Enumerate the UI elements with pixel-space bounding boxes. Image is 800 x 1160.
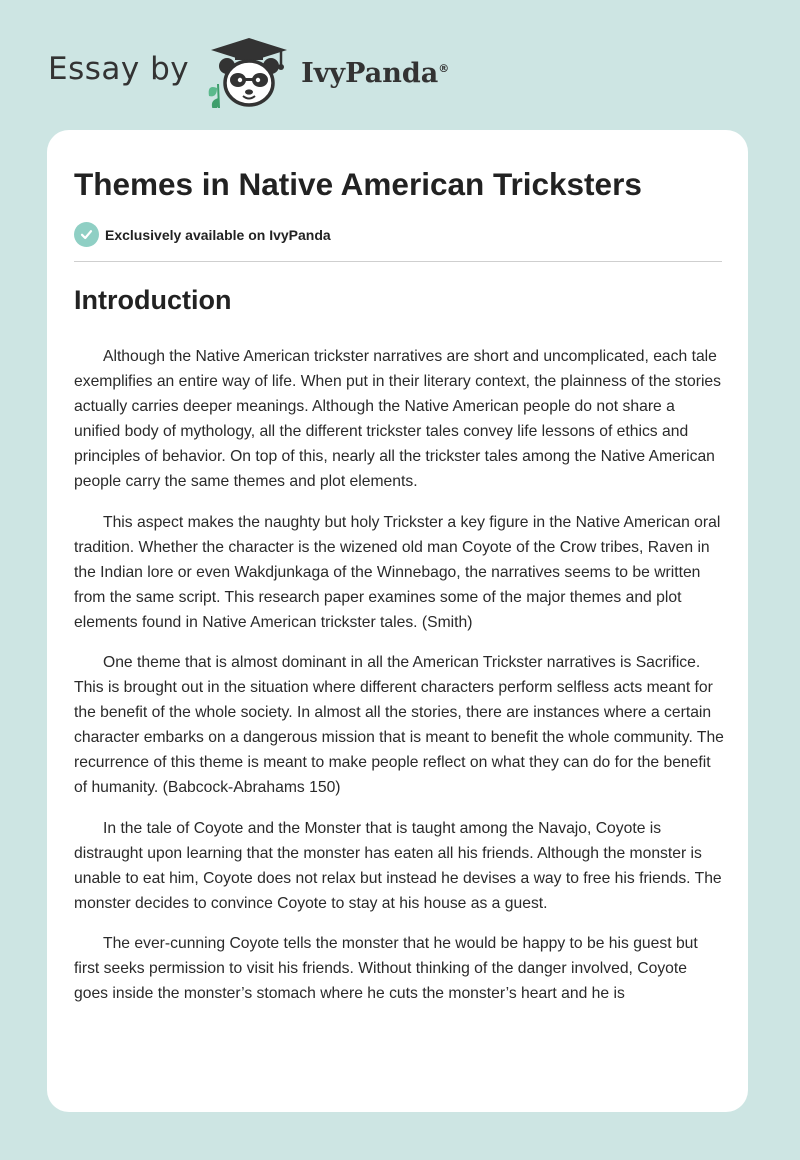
brand-name: IvyPanda®	[301, 57, 450, 89]
section-heading: Introduction	[74, 285, 232, 315]
panda-graduate-icon	[205, 36, 297, 108]
paragraph: One theme that is almost dominant in all the American Trickster narratives is Sacrifice. This is brought out in the situation where different characters perform selfless acts meant for the benefit of the whole society. In almost all the stories, there are instances where a certain character embarks on a dangerous mission that is meant to benefit the whole community. The recurrence of this theme is meant to make people reflect on what they can do for the benefit of humanity. (Babcock-Abrahams 150)	[74, 654, 724, 796]
check-circle-icon	[74, 222, 99, 247]
brand-header	[48, 36, 449, 108]
essay-body	[74, 344, 724, 1022]
essay-card	[47, 130, 748, 1112]
exclusive-text: Exclusively available on IvyPanda	[105, 226, 331, 243]
divider	[74, 261, 722, 262]
essay-title: Themes in Native American Tricksters	[74, 166, 642, 202]
paragraph: In the tale of Coyote and the Monster that is taught among the Navajo, Coyote is distraught upon learning that the monster has eaten all his friends. Although the monster is unable to eat him, Coyote does not relax but instead he devises a way to free his friends. The monster decides to convince Coyote to stay at his house as a guest.	[74, 819, 722, 912]
exclusive-badge	[74, 222, 331, 247]
registered-mark: ®	[438, 61, 450, 75]
paragraph: Although the Native American trickster narratives are short and uncomplicated, each tale exemplifies an entire way of life. When put in their literary context, the plainness of the stories actually carries deeper meanings. Although the Native American people do not share a unified body of mythology, all the different trickster tales convey life lessons of ethics and principles of behavior. On top of this, nearly all the trickster tales among the Native American people carry the same themes and plot elements.	[74, 348, 721, 490]
paragraph: This aspect makes the naughty but holy Trickster a key figure in the Native American oral tradition. Whether the character is the wizened old man Coyote of the Crow tribes, Raven in the Indian lore or even Wakdjunkaga of the Winnebago, the narratives seems to be written from the same script. This research paper examines some of the major themes and plot elements found in Native American trickster tales. (Smith)	[74, 513, 721, 631]
brand-prefix: Essay by	[48, 51, 190, 87]
paragraph: The ever-cunning Coyote tells the monster that he would be happy to be his guest but first seeks permission to visit his friends. Without thinking of the danger involved, Coyote goes inside the monster’s stomach where he cuts the monster’s heart and he is	[74, 935, 698, 1002]
